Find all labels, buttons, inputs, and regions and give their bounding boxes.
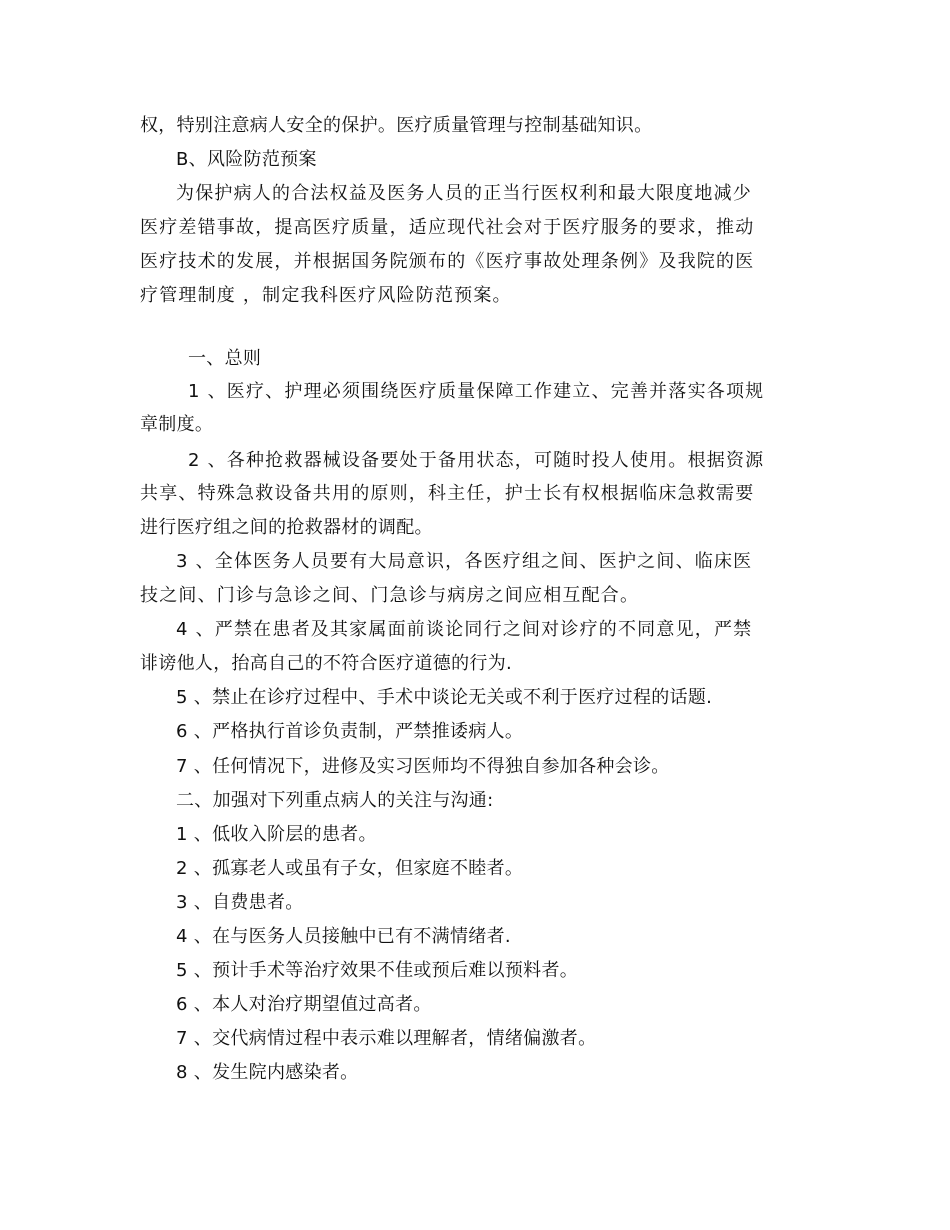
list-item: 6 、严格执行首诊负责制，严禁推诿病人。 bbox=[176, 721, 524, 742]
list-item-continuation: 共享、特殊急救设备共用的原则，科主任，护士长有权根据临床急救需要 bbox=[140, 483, 755, 504]
list-item-continuation: 章制度。 bbox=[140, 414, 214, 435]
list-item: 4 、在与医务人员接触中已有不满情绪者. bbox=[176, 926, 511, 947]
list-item-continuation: 技之间、门诊与急诊之间、门急诊与病房之间应相互配合。 bbox=[140, 585, 640, 606]
list-item: 5 、禁止在诊疗过程中、手术中谈论无关或不利于医疗过程的话题. bbox=[176, 687, 713, 708]
list-item: 2 、孤寡老人或虽有子女，但家庭不睦者。 bbox=[176, 858, 524, 879]
list-item: 1 、低收入阶层的患者。 bbox=[176, 824, 377, 845]
section-heading: B、风险防范预案 bbox=[176, 149, 317, 170]
list-item: 7 、任何情况下，进修及实习医师均不得独自参加各种会诊。 bbox=[176, 756, 670, 777]
list-item: 2 、各种抢救器械设备要处于备用状态，可随时投人使用。根据资源 bbox=[188, 450, 765, 471]
list-item: 3 、自费患者。 bbox=[176, 892, 304, 913]
section-heading: 二、加强对下列重点病人的关注与沟通: bbox=[176, 790, 494, 811]
list-item: 8 、发生院内感染者。 bbox=[176, 1062, 359, 1083]
list-item-continuation: 进行医疗组之间的抢救器材的调配。 bbox=[140, 517, 433, 538]
paragraph-line: 医疗技术的发展，并根据国务院颁布的《医疗事故处理条例》及我院的医 bbox=[140, 251, 755, 272]
paragraph-line: 疗管理制度 ，制定我科医疗风险防范预案。 bbox=[140, 285, 512, 306]
list-item: 5 、预计手术等治疗效果不佳或预后难以预料者。 bbox=[176, 960, 579, 981]
paragraph-line: 医疗差错事故，提高医疗质量，适应现代社会对于医疗服务的要求，推动 bbox=[140, 217, 755, 238]
list-item: 6 、本人对治疗期望值过高者。 bbox=[176, 994, 432, 1015]
list-item: 7 、交代病情过程中表示难以理解者，情绪偏激者。 bbox=[176, 1028, 597, 1049]
list-item-continuation: 诽谤他人，抬高自己的不符合医疗道德的行为. bbox=[140, 653, 513, 674]
text-line: 权，特别注意病人安全的保护。医疗质量管理与控制基础知识。 bbox=[140, 115, 653, 136]
paragraph-line: 为保护病人的合法权益及医务人员的正当行医权利和最大限度地减少 bbox=[176, 183, 752, 204]
list-item: 4 、严禁在患者及其家属面前谈论同行之间对诊疗的不同意见，严禁 bbox=[176, 619, 753, 640]
section-heading: 一、总则 bbox=[188, 348, 262, 369]
list-item: 3 、全体医务人员要有大局意识，各医疗组之间、医护之间、临床医 bbox=[176, 551, 753, 572]
list-item: 1 、医疗、护理必须围绕医疗质量保障工作建立、完善并落实各项规 bbox=[188, 381, 765, 402]
